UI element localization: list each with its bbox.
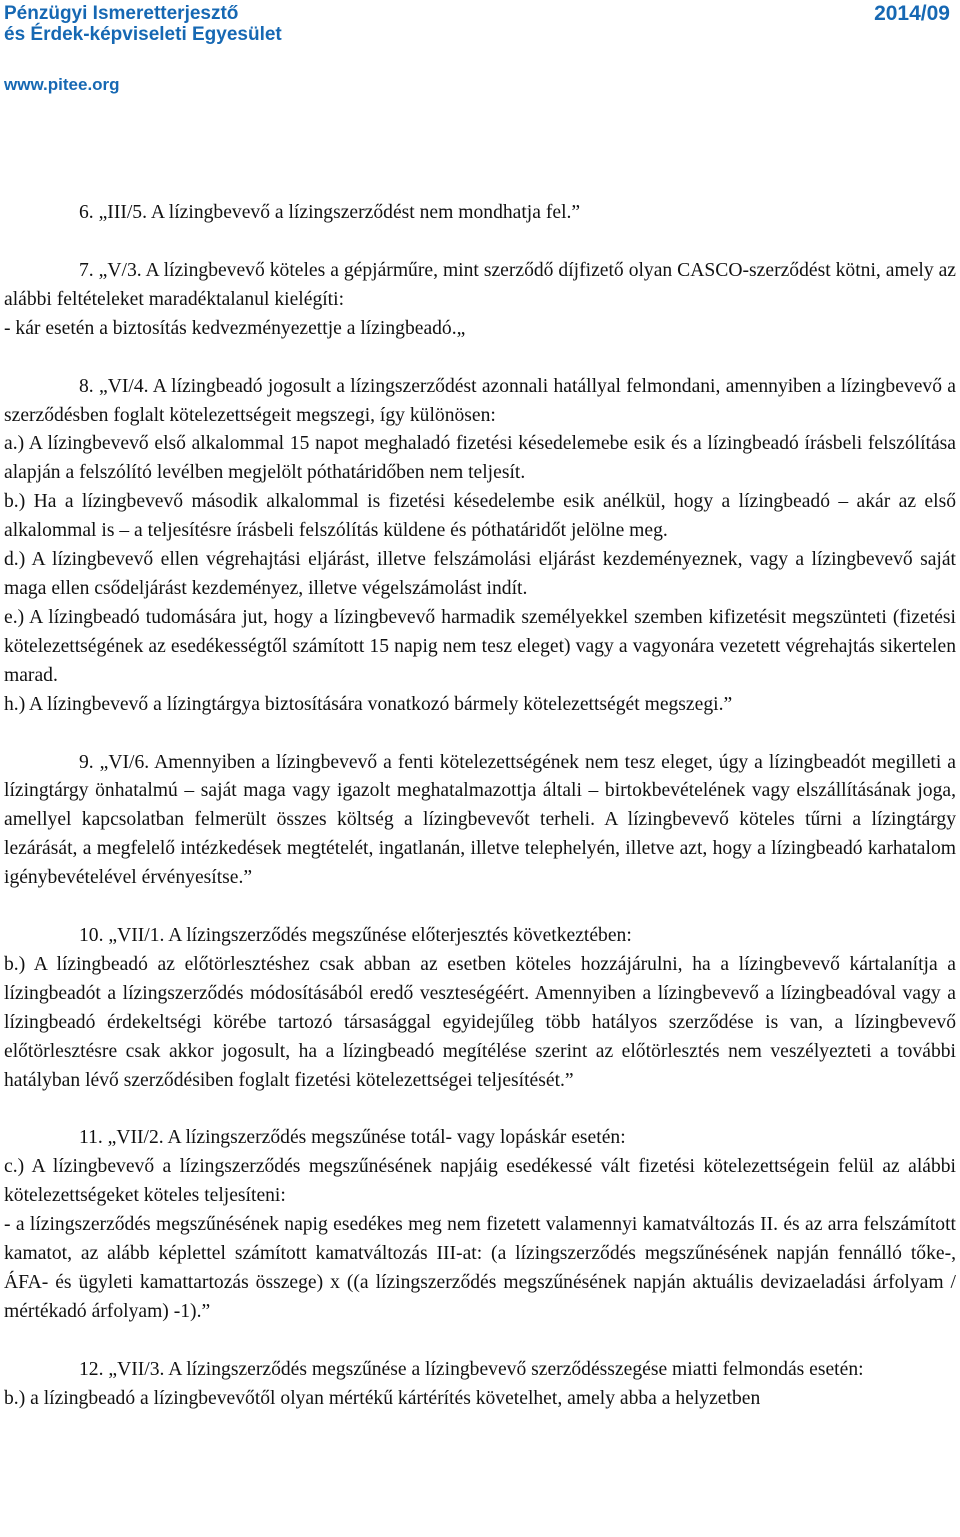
website-link[interactable]: www.pitee.org bbox=[4, 75, 120, 94]
clause-7-item: - kár esetén a biztosítás kedvezményezettje a lízingbeadó.„ bbox=[4, 317, 466, 339]
clause-11-item-c: c.) A lízingbevevő a lízingszerződés megszűnésének napjáig esedékessé vált fizetési kötelezettségein felül az alábbi kötelezettségeket köteles teljesíteni: bbox=[4, 1156, 956, 1207]
clause-8: 8. „VI/4. A lízingbeadó jogosult a lízingszerződést azonnali hatállyal felmondani, amennyiben a lízingbevevő a szerződésben foglalt kötelezettségeit megszegi, így különösen: bbox=[4, 375, 956, 426]
clause-8-item-d: d.) A lízingbevevő ellen végrehajtási eljárást, illetve felszámolási eljárást kezdeményeznek, vagy a lízingbevevő saját maga ellen csődeljárást kezdeményez, illetve végelszámolást indít. bbox=[4, 549, 956, 599]
clause-6: 6. „III/5. A lízingbevevő a lízingszerződést nem mondhatja fel.” bbox=[79, 202, 581, 223]
clause-12: 12. „VII/3. A lízingszerződés megszűnése a lízingbevevő szerződésszegése miatti felmondás esetén: bbox=[79, 1358, 864, 1380]
organization-name: Pénzügyi Ismeretterjesztő bbox=[4, 3, 239, 24]
clause-10: 10. „VII/1. A lízingszerződés megszűnése előterjesztés következtében: bbox=[79, 925, 632, 947]
clause-8-item-e: e.) A lízingbeadó tudomására jut, hogy a lízingbevevő harmadik személyekkel szemben kifizetésit megszünteti (fizetési kötelezettségének az esedékességtől számított 15 napig nem tesz eleget) vagy a vagyonára vezetett végrehajtás sikertelen marad. bbox=[4, 606, 956, 686]
clause-11: 11. „VII/2. A lízingszerződés megszűnése totál- vagy lopáskár esetén: bbox=[79, 1127, 626, 1149]
issue-date: 2014/09 bbox=[874, 2, 950, 25]
organization-subtitle: és Érdek-képviseleti Egyesület bbox=[4, 24, 282, 45]
clause-10-item-b: b.) A lízingbeadó az előtörlesztéshez csak abban az esetben köteles hozzájárulni, ha a lízingbevevő kártalanítja a lízingbeadót a lízingszerződés módosításából eredő veszteségéért. Amennyiben a lízingbevevő a lízingbeadóval vagy a lízingbeadó érdekeltségi körébe tartozó társasággal egyidejűleg több hatályos szerződése is van, a lízingbevevő előtörlesztésre csak akkor jogosult, ha a lízingbeadó megítélése szerint az előtörlesztés nem veszélyezteti a további hatályban lévő szerződésiben foglalt fizetési kötelezettségei teljesítését.” bbox=[4, 953, 956, 1091]
page-header bbox=[0, 0, 960, 100]
clause-11-item: - a lízingszerződés megszűnésének napig esedékes meg nem fizetett valamennyi kamatváltozás II. és az arra felszámított kamatot, az alább képlettel számított kamatváltozás III-at: (a lízingszerződés megszűnésének napján fennálló tőke-, ÁFA- és ügyleti kamattartozás összege) x ((a lízingszerződés megszűnésének napján aktuális devizaeladási árfolyam / mértékadó árfolyam) -1).” bbox=[4, 1214, 956, 1322]
clause-8-item-a: a.) A lízingbevevő első alkalommal 15 napot meghaladó fizetési késedelemebe esik és a lízingbeadó írásbeli felszólítása alapján a felszólító levélben megjelölt póthatáridőben nem teljesít. bbox=[4, 433, 956, 484]
clause-7: 7. „V/3. A lízingbevevő köteles a gépjárműre, mint szerződő díjfizető olyan CASCO-szerződést kötni, amely az alábbi feltételeket maradéktalanul kielégíti: bbox=[4, 259, 956, 310]
clause-9: 9. „VI/6. Amennyiben a lízingbevevő a fenti kötelezettségének nem tesz eleget, úgy a lízingbeadót megilleti a lízingtárgy önhatalmú – saját maga vagy igazolt meghatalmazottja általi – birtokbevételének vagy elszállításának joga, amellyel kapcsolatban felmerült összes költség a lízingbevevőt terheli. A lízingbevevő köteles tűrni a lízingtárgy lezárását, a megfelelő intézkedések megtételét, ingatlanán, illetve telephelyén, illetve azt, hogy a lízingbeadó karhatalom igénybevételével érvényesítse.” bbox=[4, 751, 956, 889]
document-body bbox=[4, 199, 956, 1414]
clause-8-item-b: b.) Ha a lízingbevevő második alkalommal is fizetési késedelembe esik anélkül, hogy a lízingbeadó – akár az első alkalommal is – a teljesítésre írásbeli felszólítás küldene és póthatáridőt jelölne meg. bbox=[4, 491, 956, 542]
clause-8-item-h: h.) A lízingbevevő a lízingtárgya biztosítására vonatkozó bármely kötelezettségét megszegi.” bbox=[4, 693, 733, 715]
clause-12-item-b: b.) a lízingbeadó a lízingbevevőtől olyan mértékű kártérítés követelhet, amely abba a helyzetben bbox=[4, 1387, 761, 1409]
